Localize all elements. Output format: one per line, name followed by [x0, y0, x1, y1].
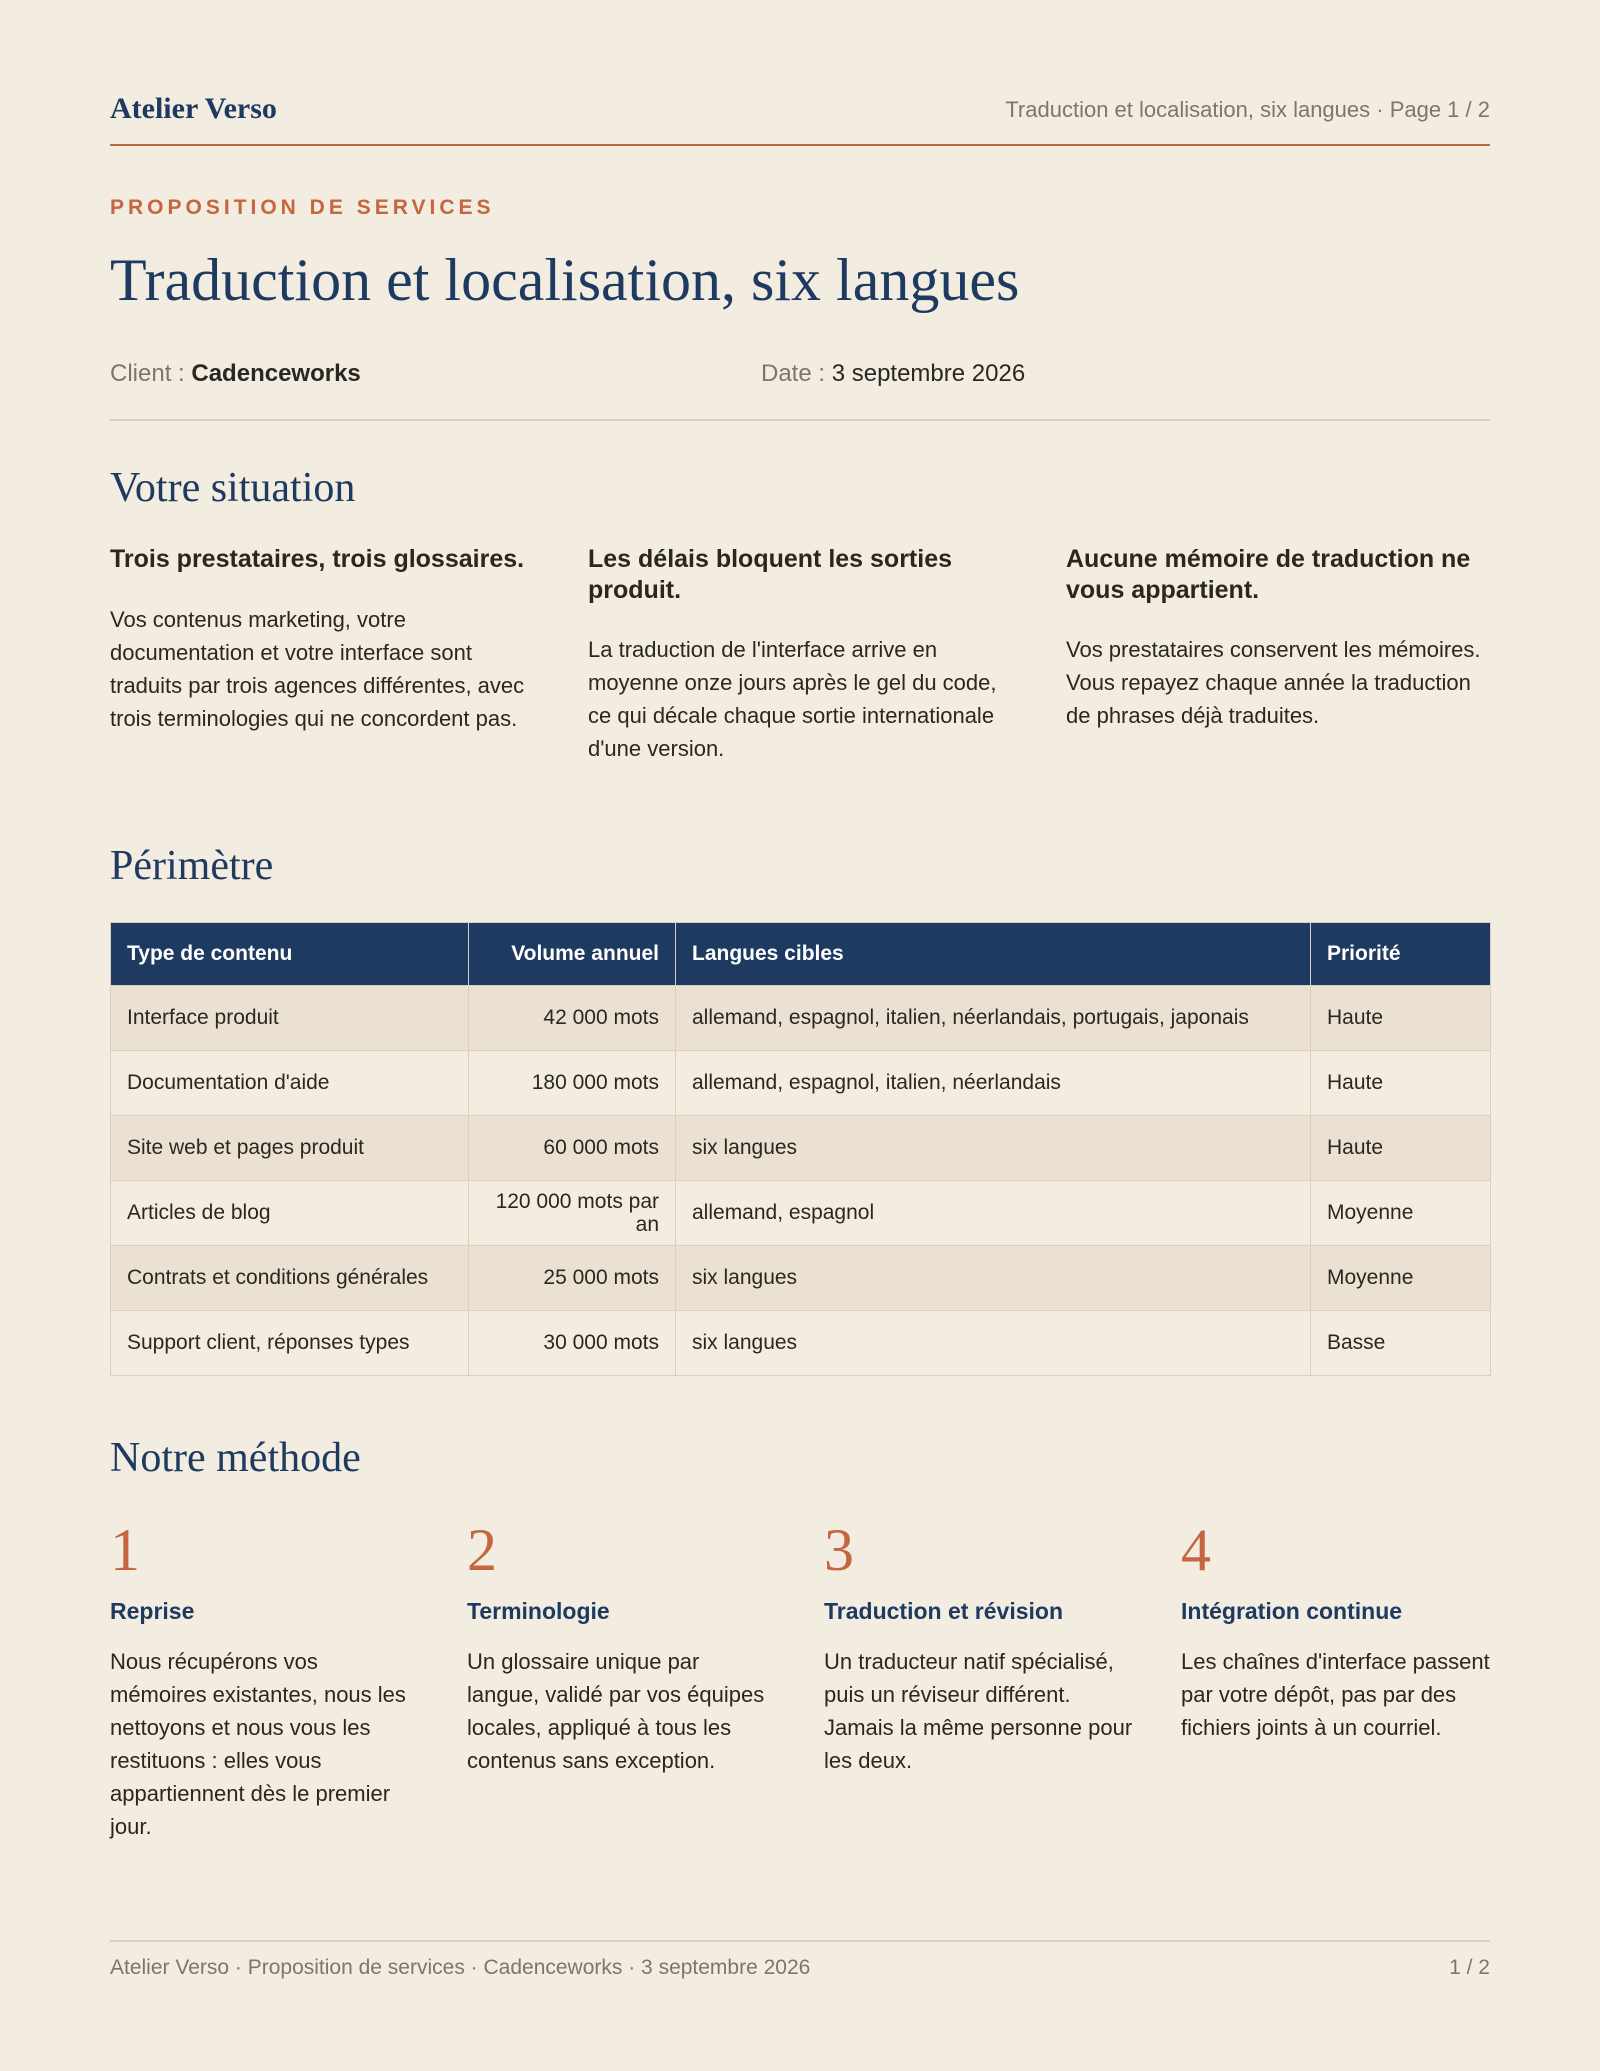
step-title: Traduction et révision	[824, 1598, 1063, 1624]
cell-type: Documentation d'aide	[111, 1051, 469, 1116]
step-text: Les chaînes d'interface passent par votre dépôt, pas par des fichiers joints à un courriel.	[1181, 1649, 1490, 1740]
method-heading: Notre méthode	[110, 1435, 361, 1481]
column-header-priority: Priorité	[1311, 923, 1491, 986]
client-label: Client :	[110, 360, 192, 387]
cell-priority: Haute	[1311, 986, 1491, 1051]
table-row	[111, 1181, 1491, 1246]
cell-languages: six langues	[676, 1246, 1311, 1311]
method-step	[824, 1517, 1134, 1777]
header-running-title: Traduction et localisation, six langues · Page 1 / 2	[1005, 97, 1490, 122]
table-row	[111, 1246, 1491, 1311]
cell-volume: 120 000 mots par an	[469, 1181, 676, 1246]
step-text: Nous récupérons vos mémoires existantes, nous les nettoyons et nous vous les restituons : elles vous appartiennent dès le premier jour.	[110, 1649, 406, 1839]
method-step	[467, 1517, 777, 1777]
cell-type: Support client, réponses types	[111, 1311, 469, 1376]
step-text: Un glossaire unique par langue, validé par vos équipes locales, appliqué à tous les contenus sans exception.	[467, 1649, 765, 1773]
date-value: 3 septembre 2026	[831, 360, 1026, 387]
cell-type: Interface produit	[111, 986, 469, 1051]
situation-column	[1066, 544, 1486, 732]
date-field	[761, 360, 1025, 388]
situation-column-text: Vos prestataires conservent les mémoires. Vous repayez chaque année la traduction de phrases déjà traduites.	[1066, 637, 1481, 728]
cell-priority: Basse	[1311, 1311, 1491, 1376]
client-field	[110, 360, 361, 388]
document-page	[110, 0, 1490, 2071]
cell-priority: Moyenne	[1311, 1181, 1491, 1246]
cell-volume: 180 000 mots	[469, 1051, 676, 1116]
page-header	[110, 88, 1490, 146]
cell-languages: six langues	[676, 1116, 1311, 1181]
footer-text: Atelier Verso · Proposition de services · Cadenceworks · 3 septembre 2026	[110, 1956, 811, 1979]
cell-volume: 30 000 mots	[469, 1311, 676, 1376]
step-number: 2	[467, 1517, 497, 1583]
table-row	[111, 1051, 1491, 1116]
step-number: 3	[824, 1517, 854, 1583]
cell-priority: Haute	[1311, 1116, 1491, 1181]
method-step	[110, 1517, 420, 1843]
table-header-row	[111, 923, 1491, 986]
cell-languages: six langues	[676, 1311, 1311, 1376]
step-title: Reprise	[110, 1598, 195, 1624]
situation-heading: Votre situation	[110, 465, 356, 511]
situation-column	[588, 544, 1008, 765]
page-footer	[110, 1940, 1490, 1979]
step-number: 1	[110, 1517, 140, 1583]
cell-languages: allemand, espagnol	[676, 1181, 1311, 1246]
step-text: Un traducteur natif spécialisé, puis un réviseur différent. Jamais la même personne pour les deux.	[824, 1649, 1133, 1773]
table-row	[111, 1116, 1491, 1181]
table-row	[111, 1311, 1491, 1376]
situation-column-text: La traduction de l'interface arrive en moyenne onze jours après le gel du code, ce qui décale chaque sortie internationale d'une version.	[588, 637, 997, 761]
cell-priority: Moyenne	[1311, 1246, 1491, 1311]
situation-column	[110, 544, 530, 735]
cell-volume: 60 000 mots	[469, 1116, 676, 1181]
scope-heading: Périmètre	[110, 843, 274, 889]
method-step	[1181, 1517, 1491, 1744]
footer-page-number: 1 / 2	[1449, 1956, 1490, 1979]
cell-type: Articles de blog	[111, 1181, 469, 1246]
date-label: Date :	[761, 360, 832, 387]
cell-volume: 25 000 mots	[469, 1246, 676, 1311]
page-title: Traduction et localisation, six langues	[110, 247, 1020, 313]
situation-column-title: Les délais bloquent les sorties produit.	[588, 545, 953, 604]
client-value: Cadenceworks	[191, 360, 361, 387]
column-header-volume: Volume annuel	[469, 923, 676, 986]
cell-languages: allemand, espagnol, italien, néerlandais, portugais, japonais	[676, 986, 1311, 1051]
table-row	[111, 986, 1491, 1051]
brand-name: Atelier Verso	[110, 92, 277, 125]
meta-divider	[110, 419, 1490, 421]
cell-type: Site web et pages produit	[111, 1116, 469, 1181]
column-header-type: Type de contenu	[111, 923, 469, 986]
step-title: Terminologie	[467, 1598, 610, 1624]
step-number: 4	[1181, 1517, 1211, 1583]
eyebrow-label: PROPOSITION DE SERVICES	[110, 196, 495, 219]
scope-table	[110, 922, 1491, 1376]
cell-type: Contrats et conditions générales	[111, 1246, 469, 1311]
cell-priority: Haute	[1311, 1051, 1491, 1116]
situation-column-title: Trois prestataires, trois glossaires.	[110, 545, 525, 573]
column-header-languages: Langues cibles	[676, 923, 1311, 986]
situation-column-title: Aucune mémoire de traduction ne vous appartient.	[1066, 545, 1471, 604]
step-title: Intégration continue	[1181, 1598, 1403, 1624]
situation-column-text: Vos contenus marketing, votre documentation et votre interface sont traduits par trois agences différentes, avec trois terminologies qui ne concordent pas.	[110, 606, 525, 731]
cell-volume: 42 000 mots	[469, 986, 676, 1051]
cell-languages: allemand, espagnol, italien, néerlandais	[676, 1051, 1311, 1116]
